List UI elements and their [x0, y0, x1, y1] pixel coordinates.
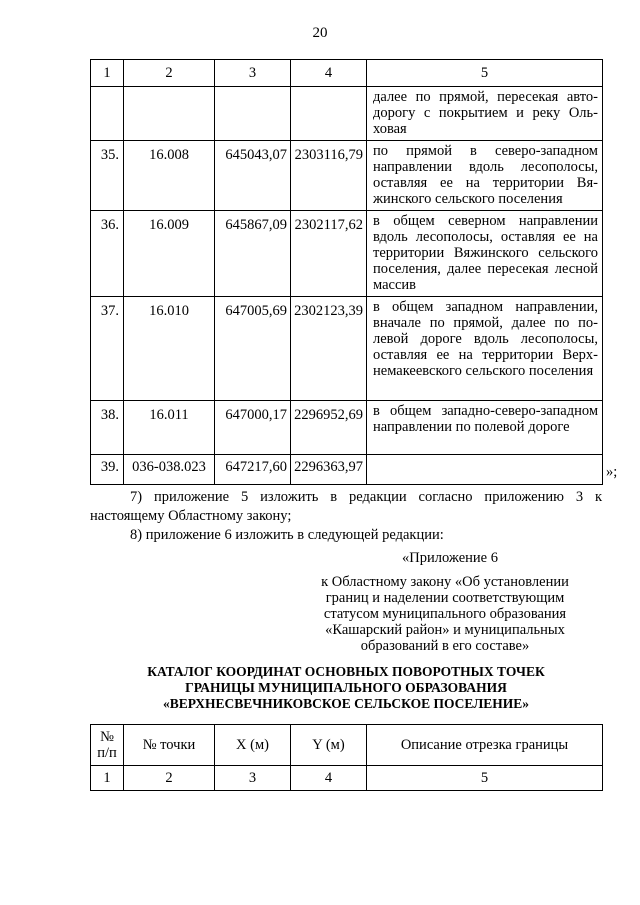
column-number-5: 5	[367, 60, 603, 87]
segment-description: в общем северном направлении вдоль лесополосы, оставляя ее на территории Вяжинского сельского поселения, далее пересекая лесной массив	[367, 211, 603, 297]
row-index: 36.	[91, 211, 124, 297]
segment-description: в общем западно-северо-западном направлении по полевой дороге	[367, 401, 603, 455]
point-number: 16.008	[124, 141, 215, 211]
table-header-row	[91, 60, 603, 87]
x-coordinate: 645867,09	[215, 211, 291, 297]
coordinates-table-continued	[90, 59, 603, 485]
column-number-4: 4	[291, 766, 367, 791]
catalog-heading	[90, 664, 602, 712]
y-coordinate: 2303116,79	[291, 141, 367, 211]
table-row	[91, 211, 603, 297]
segment-description: далее по прямой, пересекая автодорогу с покрытием и реку Ольховая	[367, 87, 603, 141]
catalog-heading-line: «ВЕРХНЕСВЕЧНИКОВСКОЕ СЕЛЬСКОЕ ПОСЕЛЕНИЕ»	[162, 696, 530, 711]
appendix-caption	[300, 574, 590, 654]
table-row	[91, 297, 603, 401]
column-number-2: 2	[124, 60, 215, 87]
header-x: X (м)	[215, 725, 291, 766]
appendix-title: «Приложение 6	[402, 550, 498, 566]
header-point-number: № точки	[124, 725, 215, 766]
appendix-caption-line: образований в его составе»	[360, 638, 530, 654]
point-number	[124, 87, 215, 141]
column-number-3: 3	[215, 766, 291, 791]
column-number-5: 5	[367, 766, 603, 791]
column-number-1: 1	[91, 766, 124, 791]
closing-quote: »;	[606, 464, 618, 480]
catalog-heading-line: КАТАЛОГ КООРДИНАТ ОСНОВНЫХ ПОВОРОТНЫХ ТОЧЕК	[147, 664, 545, 679]
x-coordinate: 647000,17	[215, 401, 291, 455]
y-coordinate: 2302123,39	[291, 297, 367, 401]
table-row	[91, 87, 603, 141]
header-row-number-line: №	[100, 729, 114, 745]
segment-description	[367, 455, 603, 485]
table-row	[91, 401, 603, 455]
x-coordinate: 647005,69	[215, 297, 291, 401]
row-index	[91, 87, 124, 141]
segment-description: по прямой в северо-западном направлении вдоль лесополосы, оставляя ее на территории Вяжинского сельского поселения	[367, 141, 603, 211]
column-number-1: 1	[91, 60, 124, 87]
row-index: 38.	[91, 401, 124, 455]
paragraph-item-8: 8) приложение 6 изложить в следующей редакции:	[130, 527, 444, 543]
point-number: 16.011	[124, 401, 215, 455]
table-header-row	[91, 725, 603, 766]
header-row-number	[91, 725, 124, 766]
x-coordinate: 647217,60	[215, 455, 291, 485]
appendix-caption-line: «Кашарский район» и муниципальных	[325, 622, 565, 638]
x-coordinate	[215, 87, 291, 141]
point-number: 036-038.023	[124, 455, 215, 485]
appendix-caption-line: к Областному закону «Об установлении	[321, 574, 569, 590]
coordinates-table-new	[90, 724, 603, 791]
row-index: 37.	[91, 297, 124, 401]
catalog-heading-line: ГРАНИЦЫ МУНИЦИПАЛЬНОГО ОБРАЗОВАНИЯ	[185, 680, 507, 695]
y-coordinate: 2296363,97	[291, 455, 367, 485]
y-coordinate: 2296952,69	[291, 401, 367, 455]
y-coordinate	[291, 87, 367, 141]
page-number: 20	[312, 25, 328, 41]
y-coordinate: 2302117,62	[291, 211, 367, 297]
paragraph-item-7: 7) приложение 5 изложить в редакции согласно приложению 3 к настоящему Областному закону;	[90, 489, 602, 524]
point-number: 16.009	[124, 211, 215, 297]
header-row-number-line: п/п	[97, 745, 117, 761]
row-index: 35.	[91, 141, 124, 211]
segment-description: в общем западном направлении, вначале по прямой, далее по полевой дороге вдоль лесополосы, оставляя ее на территории Верхнемакеевского сельского поселения	[367, 297, 603, 401]
point-number: 16.010	[124, 297, 215, 401]
column-number-3: 3	[215, 60, 291, 87]
column-number-2: 2	[124, 766, 215, 791]
x-coordinate: 645043,07	[215, 141, 291, 211]
table-column-numbers-row	[91, 766, 603, 791]
header-description: Описание отрезка границы	[367, 725, 603, 766]
appendix-caption-line: статусом муниципального образования	[323, 606, 567, 622]
row-index: 39.	[91, 455, 124, 485]
table-row	[91, 455, 603, 485]
column-number-4: 4	[291, 60, 367, 87]
appendix-caption-line: границ и наделении соответствующим	[325, 590, 565, 606]
header-y: Y (м)	[291, 725, 367, 766]
table-row	[91, 141, 603, 211]
